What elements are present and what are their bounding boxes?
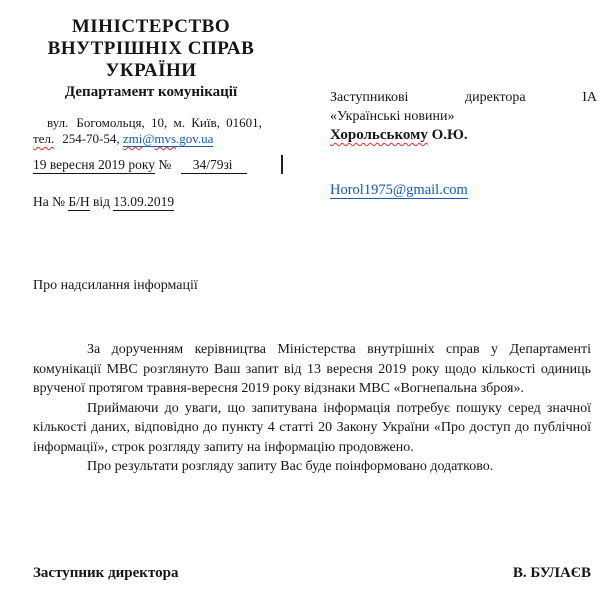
reply-mid: від xyxy=(93,194,111,209)
subject-line: Про надсилання інформації xyxy=(33,278,198,293)
ministry-name-line-1: МІНІСТЕРСТВО xyxy=(71,16,231,37)
incoming-reference-line xyxy=(33,194,174,210)
body-paragraph-1: За дорученням керівництва Міністерства внутрішніх справ у Департаменті комунікації МВС розглянуто Ваш запит від 13 вересня 2019 року щодо кількості одиниць врученої протягом травня-вересня 2019 року відзнаки МВС «Вогнепальна зброя». xyxy=(33,342,591,396)
recipient-name xyxy=(330,126,597,145)
letterhead xyxy=(33,16,269,147)
signature-block xyxy=(33,565,591,582)
email-at-part: @ xyxy=(142,131,155,146)
recipient-agency: «Українські новини» xyxy=(330,109,455,124)
department-name: Департамент комунікації xyxy=(64,84,238,100)
recipient-email-line xyxy=(330,181,597,200)
letter-body xyxy=(33,340,591,477)
recipient-email-link[interactable]: Horol1975@gmail.com xyxy=(330,182,468,198)
email-user-part: zmi xyxy=(122,131,143,146)
number-sign: № xyxy=(158,157,172,172)
recipient-initials: О.Ю. xyxy=(431,127,468,143)
street-label: вул. xyxy=(47,115,69,130)
signature-title: Заступник директора xyxy=(33,565,179,581)
recipient-line-1 xyxy=(330,88,597,107)
reply-date: 13.09.2019 xyxy=(113,194,175,209)
ministry-name-line-2: ВНУТРІШНІХ СПРАВ xyxy=(47,38,255,59)
street-value: Богомольця, 10, м. Київ, 01601, xyxy=(76,115,262,130)
outgoing-date: 19 вересня 2019 року xyxy=(33,157,156,172)
email-domain-part: mvs xyxy=(154,131,177,146)
recipient-surname: Хорольському xyxy=(330,127,428,143)
recipient-block xyxy=(330,88,597,200)
recipient-word-3: ІА xyxy=(582,90,597,105)
address-block xyxy=(33,115,269,147)
outgoing-reference-line xyxy=(33,157,247,173)
text-cursor-mark xyxy=(281,155,283,174)
body-paragraph-3: Про результати розгляду запиту Вас буде поінформовано додатково. xyxy=(87,459,494,474)
recipient-word-1: Заступникові xyxy=(330,90,409,105)
phone-line xyxy=(33,131,269,147)
phone-label: тел. xyxy=(33,131,55,146)
phone-value: 254-70-54, xyxy=(62,131,120,146)
reply-prefix: На № xyxy=(33,194,65,209)
email-tld-part: .gov.ua xyxy=(176,131,214,146)
reply-number: Б/Н xyxy=(68,194,90,209)
address-line xyxy=(33,115,269,131)
ministry-email-link[interactable] xyxy=(123,131,214,147)
outgoing-number: 34/79зі xyxy=(181,157,247,174)
body-paragraph-2: Приймаючи до уваги, що запитувана інформація потребує пошуку серед значної кількості даних, відповідно до пункту 4 статті 20 Закону України «Про доступ до публічної інформації», строк розгляду запиту на інформацію продовжено. xyxy=(33,400,591,455)
ministry-name-line-3: УКРАЇНИ xyxy=(105,60,197,81)
ministry-name xyxy=(33,16,269,82)
signature-name: В. БУЛАЄВ xyxy=(512,565,591,581)
recipient-word-2: директора xyxy=(465,90,526,105)
